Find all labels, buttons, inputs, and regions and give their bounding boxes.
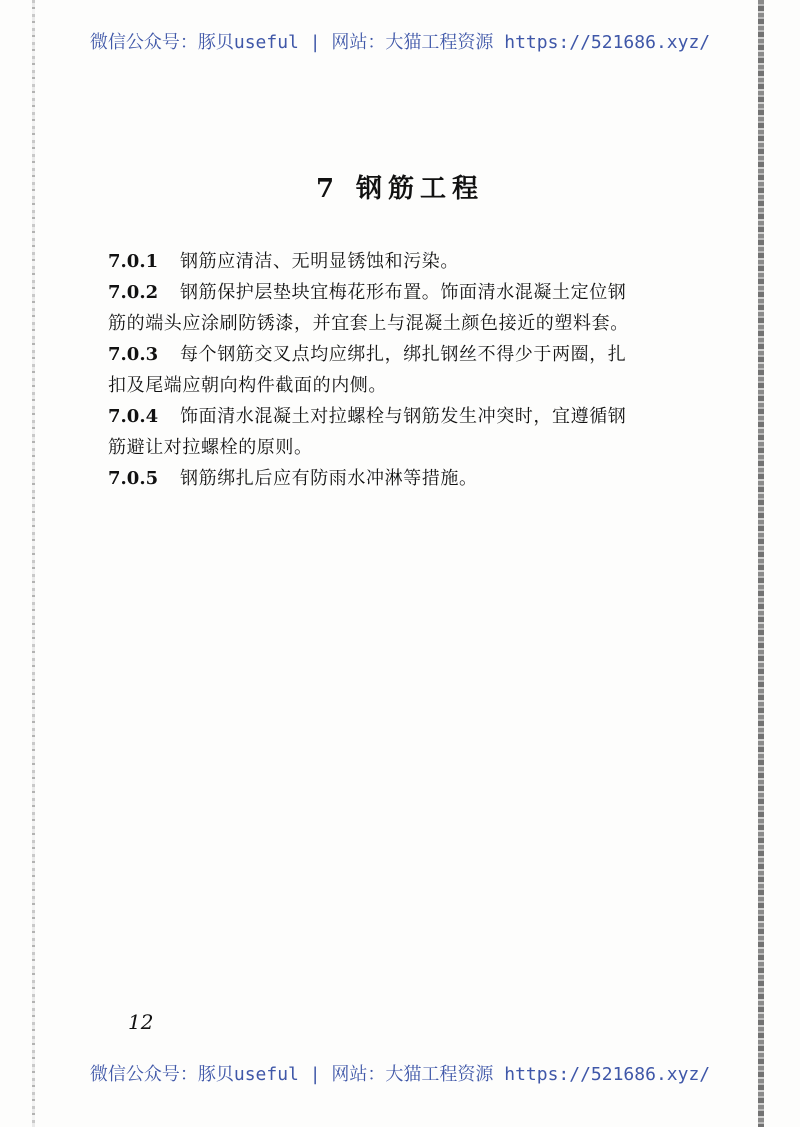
clause-text: 钢筋应清洁、无明显锈蚀和污染。 bbox=[180, 251, 459, 272]
clause-text-continued: 扣及尾端应朝向构件截面的内侧。 bbox=[108, 375, 387, 396]
clause-number: 7.0.2 bbox=[108, 282, 159, 303]
clause-7-0-5 bbox=[108, 463, 678, 494]
clause-7-0-2 bbox=[108, 277, 678, 339]
clause-number: 7.0.5 bbox=[108, 468, 159, 489]
clause-text: 钢筋保护层垫块宜梅花形布置。饰面清水混凝土定位钢 bbox=[180, 282, 627, 303]
clause-number: 7.0.1 bbox=[108, 251, 159, 272]
watermark-top: 微信公众号：豚贝useful | 网站：大猫工程资源 https://521686.xyz/ bbox=[89, 32, 711, 53]
page-number: 12 bbox=[128, 1010, 154, 1034]
clause-number: 7.0.3 bbox=[108, 344, 159, 365]
clause-text: 饰面清水混凝土对拉螺栓与钢筋发生冲突时，宜遵循钢 bbox=[180, 406, 627, 427]
clause-text-continued: 筋的端头应涂刷防锈漆，并宜套上与混凝土颜色接近的塑料套。 bbox=[108, 313, 629, 334]
clause-text: 钢筋绑扎后应有防雨水冲淋等措施。 bbox=[180, 468, 478, 489]
chapter-title-text: 钢筋工程 bbox=[356, 174, 485, 204]
clause-text-continued: 筋避让对拉螺栓的原则。 bbox=[108, 437, 313, 458]
clause-7-0-4 bbox=[108, 401, 678, 463]
chapter-title bbox=[0, 168, 800, 205]
clause-number: 7.0.4 bbox=[108, 406, 159, 427]
chapter-number: 7 bbox=[315, 174, 341, 204]
watermark-bottom: 微信公众号：豚贝useful | 网站：大猫工程资源 https://521686.xyz/ bbox=[89, 1064, 711, 1085]
clause-7-0-3 bbox=[108, 339, 678, 401]
clause-text: 每个钢筋交叉点均应绑扎，绑扎钢丝不得少于两圈，扎 bbox=[180, 344, 627, 365]
clause-7-0-1 bbox=[108, 246, 678, 277]
clause-list bbox=[108, 246, 678, 494]
